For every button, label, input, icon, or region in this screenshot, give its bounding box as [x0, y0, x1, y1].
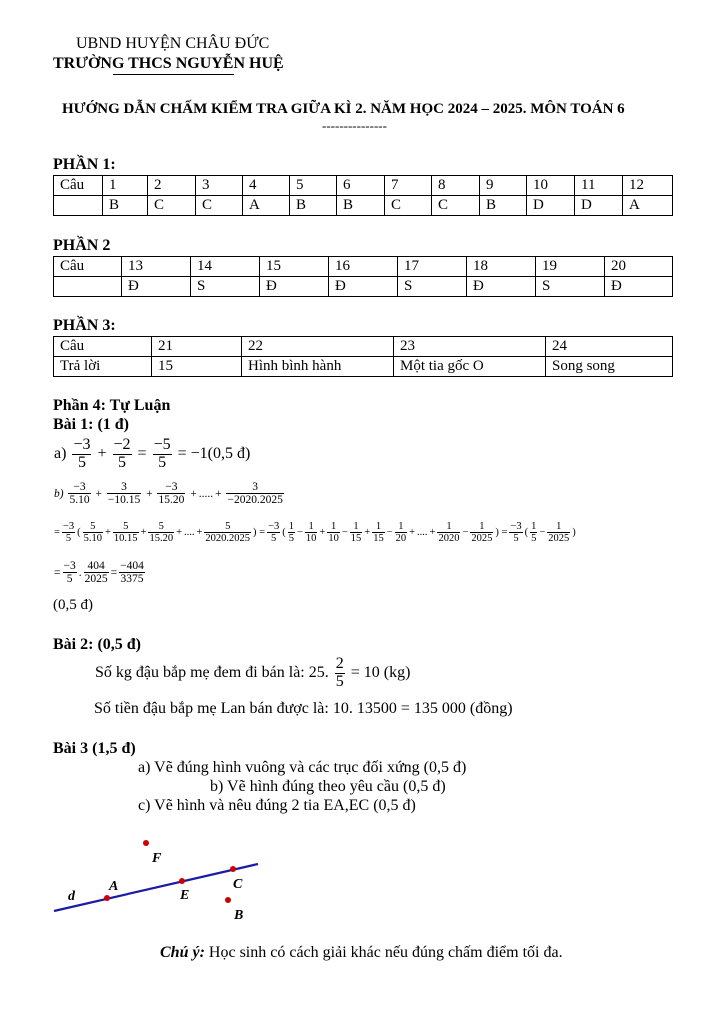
school-name: TRƯỜNG THCS NGUYỄN HUỆ	[53, 55, 284, 72]
answer-cell: S	[191, 277, 260, 297]
title-divider: ---------------	[322, 118, 387, 133]
fraction: $\frac{-5}{5}$	[153, 436, 171, 471]
point-a	[104, 895, 110, 901]
question-cell: 23	[394, 337, 546, 357]
bai2-title: Bài 2: (0,5 đ)	[53, 636, 141, 653]
bai1-title: Bài 1: (1 đ)	[53, 416, 129, 433]
fraction: $\frac{3}{-10.15}$	[107, 481, 141, 507]
row-label: Câu	[54, 337, 152, 357]
note-label: Chú ý:	[160, 944, 205, 961]
question-cell: 24	[546, 337, 673, 357]
part1-heading: PHẦN 1:	[53, 156, 116, 173]
part3-heading: PHẦN 3:	[53, 317, 116, 334]
fraction: $\frac{5}{5.10}$	[83, 521, 102, 545]
answer-cell: S	[398, 277, 467, 297]
fraction: $\frac{-3}{15.20}$	[158, 481, 185, 507]
bai1b-line2: = $\frac{-3}{5}$ ( $\frac{5}{5.10}$ + $\frac{5}{10.15}$ + $\frac{5}{15.20}$ + .... + $\frac{5}{2020.2025}$ ) = $\frac{-3}{5}$ ( $\frac{1}{5}$ − $\frac{1}{10}$ + $\frac{1}{10}$ − $\frac{1}{15}$ + $\frac{1}{15}$ − $\frac{1}{20}$ + .... + $\frac{1}{2020}$ − $\frac{1}{2025}$ ) = $\frac{-3}{5}$ ( $\frac{1}{5}$ − $\frac{1}{2025}$ )	[54, 521, 576, 545]
label-d: d	[68, 889, 75, 904]
answer-cell: Đ	[260, 277, 329, 297]
question-cell: 14	[191, 257, 260, 277]
fraction: $\frac{-3}{5}$	[268, 521, 280, 545]
row-label: Trả lời	[54, 357, 152, 377]
bai3-title: Bài 3 (1,5 đ)	[53, 740, 136, 757]
document-title: HƯỚNG DẪN CHẤM KIỂM TRA GIỮA KÌ 2. NĂM HỌC 2024 – 2025. MÔN TOÁN 6	[62, 101, 625, 117]
note	[160, 944, 563, 962]
point-e	[179, 878, 185, 884]
part1-answer-row	[54, 196, 673, 216]
empty-cell	[54, 196, 103, 216]
fraction: $\frac{5}{10.15}$	[113, 521, 138, 545]
label: a)	[54, 445, 67, 463]
label-f: F	[152, 851, 162, 866]
answer-cell: 15	[152, 357, 242, 377]
label-b: B	[234, 908, 244, 923]
part3-answer-row	[54, 357, 673, 377]
question-cell: 7	[385, 176, 432, 196]
question-cell: 1	[103, 176, 148, 196]
answer-cell: C	[385, 196, 432, 216]
part2-table	[53, 256, 673, 297]
answer-cell: Đ	[467, 277, 536, 297]
question-cell: 17	[398, 257, 467, 277]
fraction: $\frac{5}{15.20}$	[149, 521, 174, 545]
part4-heading: Phần 4: Tự Luận	[53, 397, 171, 414]
fraction: $\frac{1}{20}$	[395, 521, 407, 545]
answer-cell: A	[243, 196, 290, 216]
row-label: Câu	[54, 176, 103, 196]
bai1b-line1: b) $\frac{-3}{5.10}$ + $\frac{3}{-10.15}$ + $\frac{-3}{15.20}$ + ..... + $\frac{3}{-2020.2025}$	[54, 481, 283, 507]
fraction: $\frac{5}{2020.2025}$	[205, 521, 251, 545]
row-label: Câu	[54, 257, 122, 277]
label-e: E	[180, 888, 190, 903]
fraction: $\frac{-3}{5}$	[510, 521, 522, 545]
empty-cell	[54, 277, 122, 297]
answer-cell: Một tia gốc O	[394, 357, 546, 377]
point-c	[230, 866, 236, 872]
fraction: $\frac{-3}{5}$	[73, 436, 91, 471]
question-cell: 5	[290, 176, 337, 196]
question-cell: 20	[605, 257, 673, 277]
question-cell: 10	[527, 176, 575, 196]
fraction: $\frac{3}{-2020.2025}$	[227, 481, 283, 507]
bai2-line1: Số kg đậu bắp mẹ đem đi bán là: 25. $\frac{2}{5}$ = 10 (kg)	[95, 655, 411, 690]
question-cell: 22	[242, 337, 394, 357]
part1-table	[53, 175, 673, 216]
answer-cell: B	[103, 196, 148, 216]
fraction: $\frac{1}{2020}$	[438, 521, 460, 545]
fraction: $\frac{1}{15}$	[373, 521, 384, 545]
fraction: $\frac{1}{10}$	[305, 521, 317, 545]
fraction: $\frac{-2}{5}$	[113, 436, 131, 471]
question-cell: 16	[329, 257, 398, 277]
geometry-figure	[40, 830, 290, 930]
answer-cell: Đ	[605, 277, 673, 297]
fraction: $\frac{-3}{5}$	[63, 560, 76, 586]
answer-cell: S	[536, 277, 605, 297]
question-cell: 2	[148, 176, 196, 196]
answer-cell: C	[432, 196, 480, 216]
answer-cell: Hình bình hành	[242, 357, 394, 377]
part3-question-row	[54, 337, 673, 357]
part2-question-row	[54, 257, 673, 277]
answer-cell: C	[148, 196, 196, 216]
bai1b-score: (0,5 đ)	[53, 597, 93, 613]
question-cell: 11	[575, 176, 623, 196]
part2-heading: PHẦN 2	[53, 237, 111, 254]
bai3-item-b: b) Vẽ hình đúng theo yêu cầu (0,5 đ)	[210, 778, 446, 795]
label-a: A	[109, 879, 119, 894]
bai3-item-c: c) Vẽ hình và nêu đúng 2 tia EA,EC (0,5 đ)	[138, 797, 416, 814]
label-c: C	[233, 877, 243, 892]
part3-table	[53, 336, 673, 377]
answer-cell: Đ	[329, 277, 398, 297]
point-b	[225, 897, 231, 903]
question-cell: 13	[122, 257, 191, 277]
fraction: $\frac{1}{5}$	[288, 521, 294, 545]
part1-question-row	[54, 176, 673, 196]
fraction: $\frac{404}{2025}$	[84, 560, 108, 586]
line-d	[54, 864, 258, 911]
bai3-item-a: a) Vẽ đúng hình vuông và các trục đối xứng (0,5 đ)	[138, 759, 467, 776]
answer-cell: A	[623, 196, 673, 216]
fraction: $\frac{2}{5}$	[335, 655, 344, 690]
org-name: UBND HUYỆN CHÂU ĐỨC	[76, 35, 270, 52]
school-underline	[113, 74, 234, 75]
bai1a-expression: a) $\frac{-3}{5}$ + $\frac{-2}{5}$ = $\frac{-5}{5}$ = −1(0,5 đ)	[54, 436, 251, 471]
bai2-line2: Số tiền đậu bắp mẹ Lan bán được là: 10. 13500 = 135 000 (đồng)	[94, 700, 513, 717]
answer-cell: D	[527, 196, 575, 216]
fraction: $\frac{-404}{3375}$	[120, 560, 144, 586]
answer-cell: B	[337, 196, 385, 216]
part2-answer-row	[54, 277, 673, 297]
question-cell: 8	[432, 176, 480, 196]
fraction: $\frac{-3}{5}$	[62, 521, 75, 545]
question-cell: 3	[196, 176, 243, 196]
answer-cell: Đ	[122, 277, 191, 297]
answer-cell: D	[575, 196, 623, 216]
question-cell: 18	[467, 257, 536, 277]
answer-cell: Song song	[546, 357, 673, 377]
fraction: $\frac{1}{10}$	[328, 521, 339, 545]
note-text: Học sinh có cách giải khác nếu đúng chấm điểm tối đa.	[204, 944, 563, 961]
answer-cell: C	[196, 196, 243, 216]
fraction: $\frac{1}{5}$	[531, 521, 537, 545]
question-cell: 12	[623, 176, 673, 196]
question-cell: 9	[480, 176, 527, 196]
fraction: $\frac{1}{15}$	[350, 521, 362, 545]
answer-cell: B	[480, 196, 527, 216]
question-cell: 6	[337, 176, 385, 196]
question-cell: 19	[536, 257, 605, 277]
answer-cell: B	[290, 196, 337, 216]
fraction: $\frac{1}{2025}$	[548, 521, 570, 545]
question-cell: 15	[260, 257, 329, 277]
question-cell: 4	[243, 176, 290, 196]
fraction: $\frac{1}{2025}$	[471, 521, 493, 545]
question-cell: 21	[152, 337, 242, 357]
bai1b-line3: = $\frac{-3}{5}$ . $\frac{404}{2025}$ = $\frac{-404}{3375}$	[54, 560, 144, 586]
fraction: $\frac{-3}{5.10}$	[69, 481, 90, 507]
point-f	[143, 840, 149, 846]
